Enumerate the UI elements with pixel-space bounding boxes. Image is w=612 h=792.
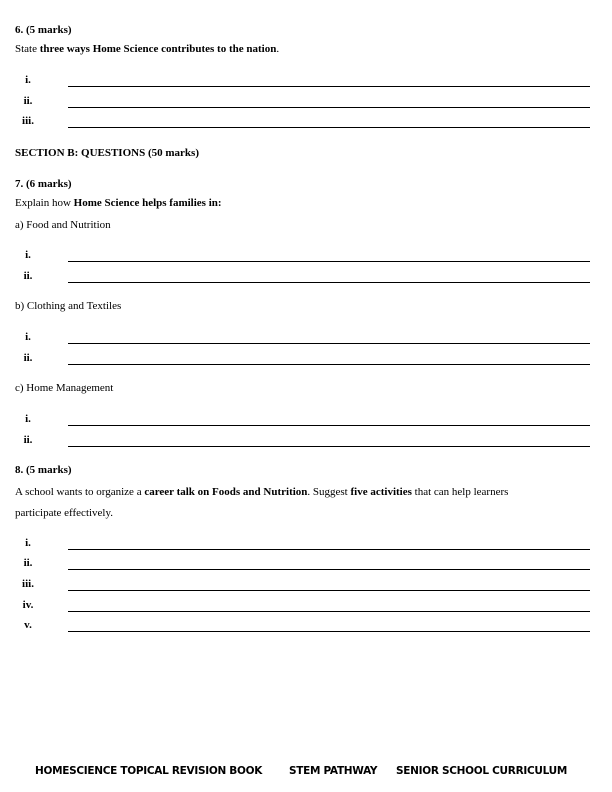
q6-prompt: State three ways Home Science contributes to the nation. bbox=[15, 43, 280, 55]
answer-line[interactable]: iv. bbox=[0, 599, 612, 613]
answer-line[interactable]: ii. bbox=[0, 434, 612, 448]
q6-heading: 6. (5 marks) bbox=[15, 24, 72, 36]
footer-pathway: STEM PATHWAY bbox=[289, 765, 378, 777]
answer-line[interactable]: ii. bbox=[0, 95, 612, 109]
answer-line[interactable]: i. bbox=[0, 537, 612, 551]
section-b-heading: SECTION B: QUESTIONS (50 marks) bbox=[15, 147, 199, 159]
q8-prompt-line1: A school wants to organize a career talk on Foods and Nutrition. Suggest five activities that can help learners bbox=[15, 486, 509, 498]
footer-curriculum: SENIOR SCHOOL CURRICULUM bbox=[396, 765, 567, 777]
answer-line[interactable]: ii. bbox=[0, 557, 612, 571]
answer-line[interactable]: iii. bbox=[0, 115, 612, 129]
answer-line[interactable]: iii. bbox=[0, 578, 612, 592]
q8-heading: 8. (5 marks) bbox=[15, 464, 72, 476]
q7-part-b-label: b) Clothing and Textiles bbox=[15, 300, 122, 312]
answer-line[interactable]: v. bbox=[0, 619, 612, 633]
answer-line[interactable]: i. bbox=[0, 74, 612, 88]
footer-book-title: HOMESCIENCE TOPICAL REVISION BOOK bbox=[35, 765, 263, 777]
q8-prompt-line2: participate effectively. bbox=[15, 507, 114, 519]
answer-line[interactable]: ii. bbox=[0, 270, 612, 284]
q7-prompt: Explain how Home Science helps families in: bbox=[15, 197, 222, 209]
answer-line[interactable]: ii. bbox=[0, 352, 612, 366]
answer-line[interactable]: i. bbox=[0, 413, 612, 427]
answer-line[interactable]: i. bbox=[0, 249, 612, 263]
q7-heading: 7. (6 marks) bbox=[15, 178, 72, 190]
answer-line[interactable]: i. bbox=[0, 331, 612, 345]
q7-part-a-label: a) Food and Nutrition bbox=[15, 219, 111, 231]
q7-part-c-label: c) Home Management bbox=[15, 382, 114, 394]
